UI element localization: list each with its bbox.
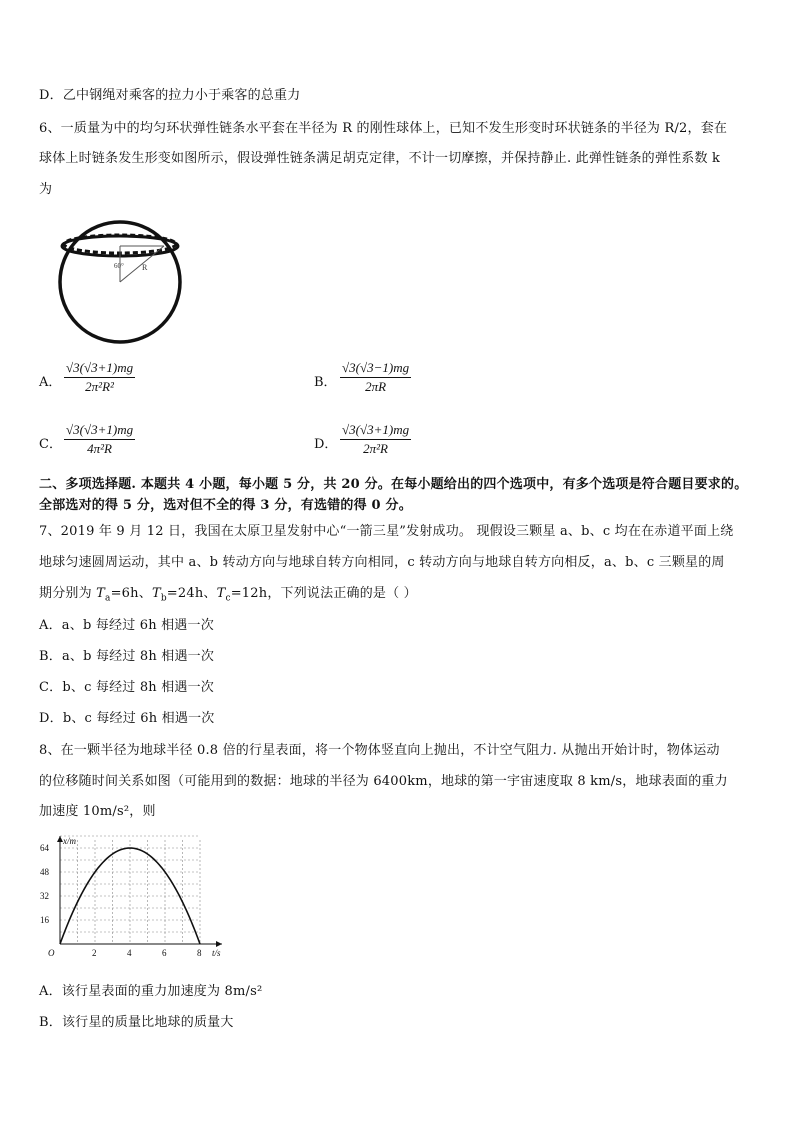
q7-option-b: B．a、b 每经过 8h 相遇一次	[39, 649, 215, 664]
x-tick-label: 8	[197, 948, 202, 958]
q6-option-d-num: √3(√3+1)mg	[340, 422, 411, 440]
q6-option-d-label: D．	[314, 437, 338, 452]
q6-option-b-den: 2πR	[365, 379, 387, 394]
q7-period-b: =24h、	[166, 586, 217, 601]
q6-option-d-den: 2π²R	[363, 441, 388, 456]
q6-text-line3: 为	[39, 182, 53, 197]
q5-option-d: D．乙中钢绳对乘客的拉力小于乘客的总重力	[39, 88, 301, 103]
q7-option-c: C．b、c 每经过 8h 相遇一次	[39, 680, 214, 695]
section2-line1: 二、多项选择题. 本题共 4 小题，每小题 5 分，共 20 分。在每小题给出的四个选项中，有多个选项是符合题目要求的。	[39, 477, 748, 492]
q6-option-a-formula	[64, 360, 135, 395]
q7-option-a: A．a、b 每经过 6h 相遇一次	[39, 618, 214, 633]
x-axis-arrow	[216, 941, 222, 947]
y-axis-label: x/m	[63, 836, 76, 846]
q6-option-b-num: √3(√3−1)mg	[340, 360, 411, 378]
q6-option-c-formula	[64, 422, 135, 457]
q6-option-c-label: C．	[39, 437, 62, 452]
q7-text-line2: 地球匀速圆周运动，其中 a、b 转动方向与地球自转方向相同，c 转动方向与地球自转方向相反，a、b、c 三颗星的周	[39, 555, 725, 570]
q6-option-a-num: √3(√3+1)mg	[64, 360, 135, 378]
q6-option-b-label: B．	[314, 375, 337, 390]
q8-text-line3: 加速度 10m/s²，则	[39, 804, 156, 819]
q7-periods-intro: 期分别为	[39, 586, 97, 601]
q8-option-a: A．该行星表面的重力加速度为 8m/s²	[39, 984, 263, 999]
q6-option-c-num: √3(√3+1)mg	[64, 422, 135, 440]
q7-text-line1: 7、2019 年 9 月 12 日，我国在太原卫星发射中心“一箭三星”发射成功。 现假设三颗星 a、b、c 均在在赤道平面上绕	[39, 524, 734, 539]
q8-option-b: B．该行星的质量比地球的质量大	[39, 1015, 234, 1030]
q6-text-line2: 球体上时链条发生形变如图所示，假设弹性链条满足胡克定律，不计一切摩擦，并保持静止. 此弹性链条的弹性系数 k	[39, 151, 721, 166]
x-axis-label: t/s	[212, 948, 221, 958]
q7-text-line3: 期分别为 $T_a=6h$、$T_b=24h$、$T_c=12h$，下列说法正确的是（ ）	[39, 586, 417, 604]
y-tick-label: 64	[40, 843, 49, 853]
q7-option-d: D．b、c 每经过 6h 相遇一次	[39, 711, 215, 726]
y-tick-label: 16	[40, 915, 49, 925]
q7-period-c: =12h，下列说法正确的是（ ）	[230, 586, 417, 601]
q6-angle-label: 60°	[114, 262, 124, 270]
q8-text-line2: 的位移随时间关系如图（可能用到的数据：地球的半径为 6400km，地球的第一宇宙速度取 8 km/s，地球表面的重力	[39, 774, 728, 789]
x-tick-label: 2	[92, 948, 97, 958]
x-tick-label: 6	[162, 948, 167, 958]
q6-radius-label: R	[142, 263, 148, 272]
q6-option-d-formula	[340, 422, 411, 457]
y-tick-label: 48	[40, 867, 49, 877]
y-tick-label: 32	[40, 891, 49, 901]
q8-text-line1: 8、在一颗半径为地球半径 0.8 倍的行星表面，将一个物体竖直向上抛出，不计空气阻力. 从抛出开始计时，物体运动	[39, 743, 720, 758]
q6-sphere-figure	[58, 208, 188, 346]
q6-option-b-formula	[340, 360, 411, 395]
q6-text-line1: 6、一质量为中的均匀环状弹性链条水平套在半径为 R 的刚性球体上，已知不发生形变时环状链条的半径为 R/2，套在	[39, 121, 728, 136]
q6-option-a-label: A．	[39, 375, 62, 390]
x-tick-label: 4	[127, 948, 132, 958]
q6-option-c-den: 4π²R	[87, 441, 112, 456]
q6-option-a-den: 2π²R²	[85, 379, 114, 394]
q7-period-a: =6h、	[110, 586, 152, 601]
section2-line2: 全部选对的得 5 分，选对但不全的得 3 分，有选错的得 0 分。	[39, 498, 412, 513]
origin-label: O	[48, 948, 55, 958]
q8-displacement-chart	[30, 832, 230, 962]
